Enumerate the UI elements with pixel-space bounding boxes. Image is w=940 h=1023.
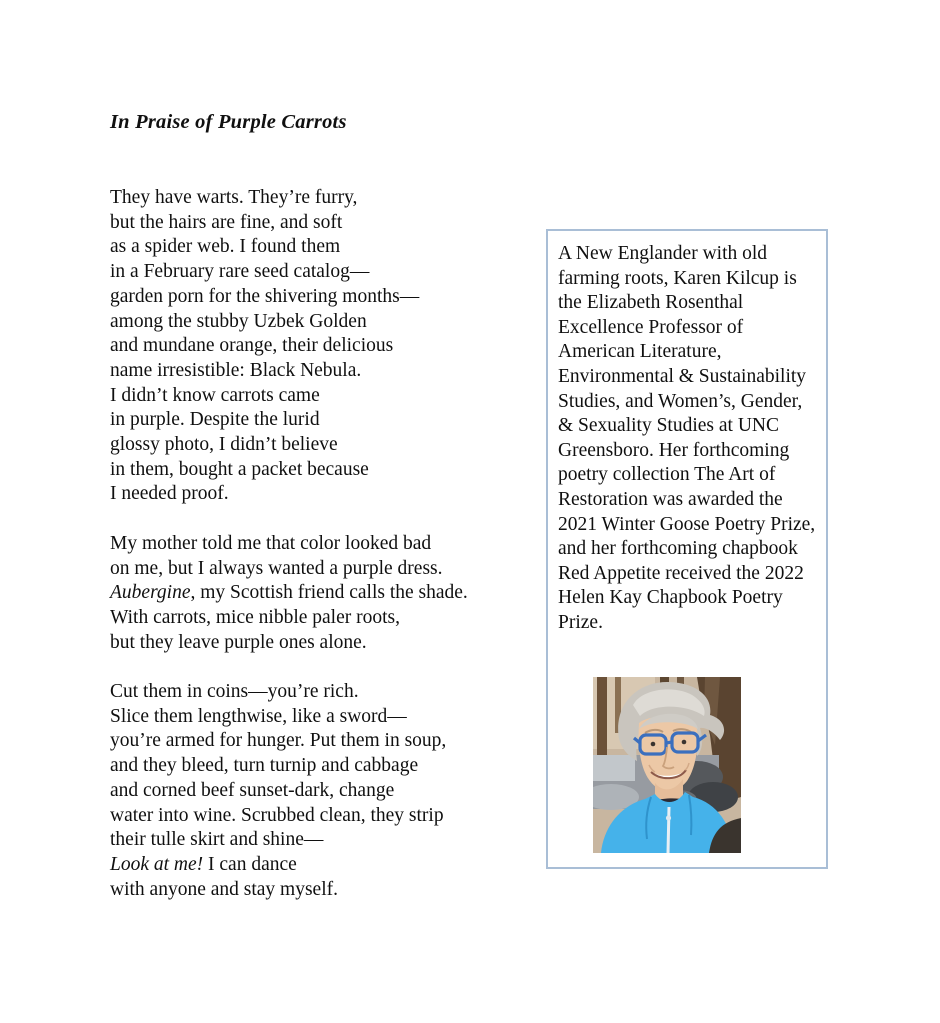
poem-line: but they leave purple ones alone. — [110, 631, 367, 653]
author-bio-box — [546, 229, 828, 869]
poem-line: water into wine. Scrubbed clean, they strip — [110, 804, 444, 826]
poem-body — [110, 186, 468, 927]
poem-stanza — [110, 186, 468, 507]
poem-line: but the hairs are fine, and soft — [110, 211, 343, 233]
author-bio-text: A New Englander with old farming roots, Karen Kilcup is the Elizabeth Rosenthal Excellence Professor of American Literature, Environmental & Sustainability Studies, and Women’s, Gender, & Sexuality Studies at UNC Greensboro. Her forthcoming poetry collection The Art of Restoration was awarded the 2021 Winter Goose Poetry Prize, and her forthcoming chapbook Red Appetite received the 2022 Helen Kay Chapbook Poetry Prize. — [558, 243, 816, 633]
poem-line: in them, bought a packet because — [110, 458, 369, 480]
poem-title: In Praise of Purple Carrots — [110, 111, 347, 133]
poem-line: I didn’t know carrots came — [110, 384, 320, 406]
poem-line: Look at me! I can dance — [110, 853, 297, 875]
poem-line: With carrots, mice nibble paler roots, — [110, 606, 400, 628]
poem-line: you’re armed for hunger. Put them in soup, — [110, 730, 447, 752]
poem-line: I needed proof. — [110, 483, 229, 505]
poem-line: name irresistible: Black Nebula. — [110, 359, 362, 381]
poem-stanza — [110, 680, 468, 902]
poem-line: Aubergine, my Scottish friend calls the shade. — [110, 582, 468, 604]
author-photo — [593, 677, 741, 853]
author-portrait-illustration — [593, 677, 741, 853]
poem-line: and they bleed, turn turnip and cabbage — [110, 755, 419, 777]
poem-line: and mundane orange, their delicious — [110, 335, 394, 357]
poem-line: They have warts. They’re furry, — [110, 187, 358, 208]
poem-line: in purple. Despite the lurid — [110, 409, 320, 431]
poem-line: as a spider web. I found them — [110, 236, 341, 258]
poem-line: My mother told me that color looked bad — [110, 532, 432, 554]
poem-line: in a February rare seed catalog— — [110, 261, 370, 283]
poem-line: among the stubby Uzbek Golden — [110, 310, 367, 332]
poem-line: Slice them lengthwise, like a sword— — [110, 705, 407, 727]
poem-line: glossy photo, I didn’t believe — [110, 434, 338, 456]
poem-line: Cut them in coins—you’re rich. — [110, 681, 359, 703]
poem-stanza — [110, 532, 468, 656]
poem-line: on me, but I always wanted a purple dress. — [110, 557, 443, 579]
poem-line: garden porn for the shivering months— — [110, 285, 420, 307]
poem-line: their tulle skirt and shine— — [110, 829, 324, 851]
poem-line: and corned beef sunset-dark, change — [110, 779, 395, 801]
poem-line: with anyone and stay myself. — [110, 878, 338, 900]
